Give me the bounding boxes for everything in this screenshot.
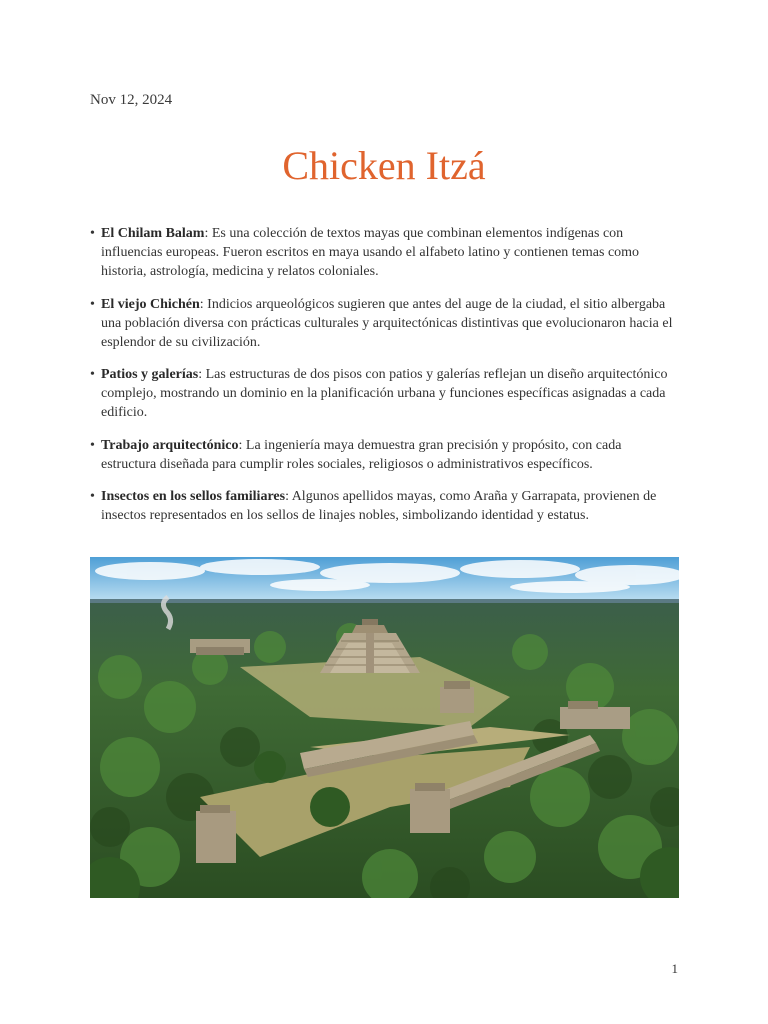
list-item [90,224,680,281]
document-title: Chicken Itzá [282,143,486,188]
list-item [90,487,680,525]
aerial-photo-illustration [90,557,679,898]
bullet-list [90,224,680,539]
aerial-photo [90,557,679,898]
item-term: El viejo Chichén [101,296,200,312]
item-term: Insectos en los sellos familiares [101,489,286,504]
item-term: Patios y galerías [101,367,199,382]
item-term: Trabajo arquitectónico [101,437,239,453]
item-text: : Algunos apellidos mayas, como Araña y Garrapata, provienen de insectos representados en los sellos de linajes nobles, simbolizando identidad y estatus. [101,489,657,523]
list-item [90,295,680,352]
item-text: : Las estructuras de dos pisos con patios y galerías reflejan un diseño arquitectónico complejo, mostrando un dominio en la planificación urbana y funciones específicas asignadas a cada edificio. [101,367,668,420]
item-text: : Indicios arqueológicos sugieren que antes del auge de la ciudad, el sitio albergaba una población diversa con prácticas culturales y arquitectónicas distintivas que evolucionaron hacia el esplendor de su civilización. [101,296,673,350]
document-date: Nov 12, 2024 [90,92,173,108]
item-text: : Es una colección de textos mayas que combinan elementos indígenas con influencias europeas. Fueron escritos en maya usando el alfabeto latino y contienen temas como historia, astrología, medicina y relatos coloniales. [101,226,640,279]
page-number: 1 [671,961,678,976]
list-item [90,436,680,474]
item-text: : La ingeniería maya demuestra gran precisión y propósito, con cada estructura diseñada para cumplir roles sociales, religiosos o administrativos específicos. [101,437,622,472]
item-term: El Chilam Balam [101,226,205,241]
list-item [90,365,680,422]
